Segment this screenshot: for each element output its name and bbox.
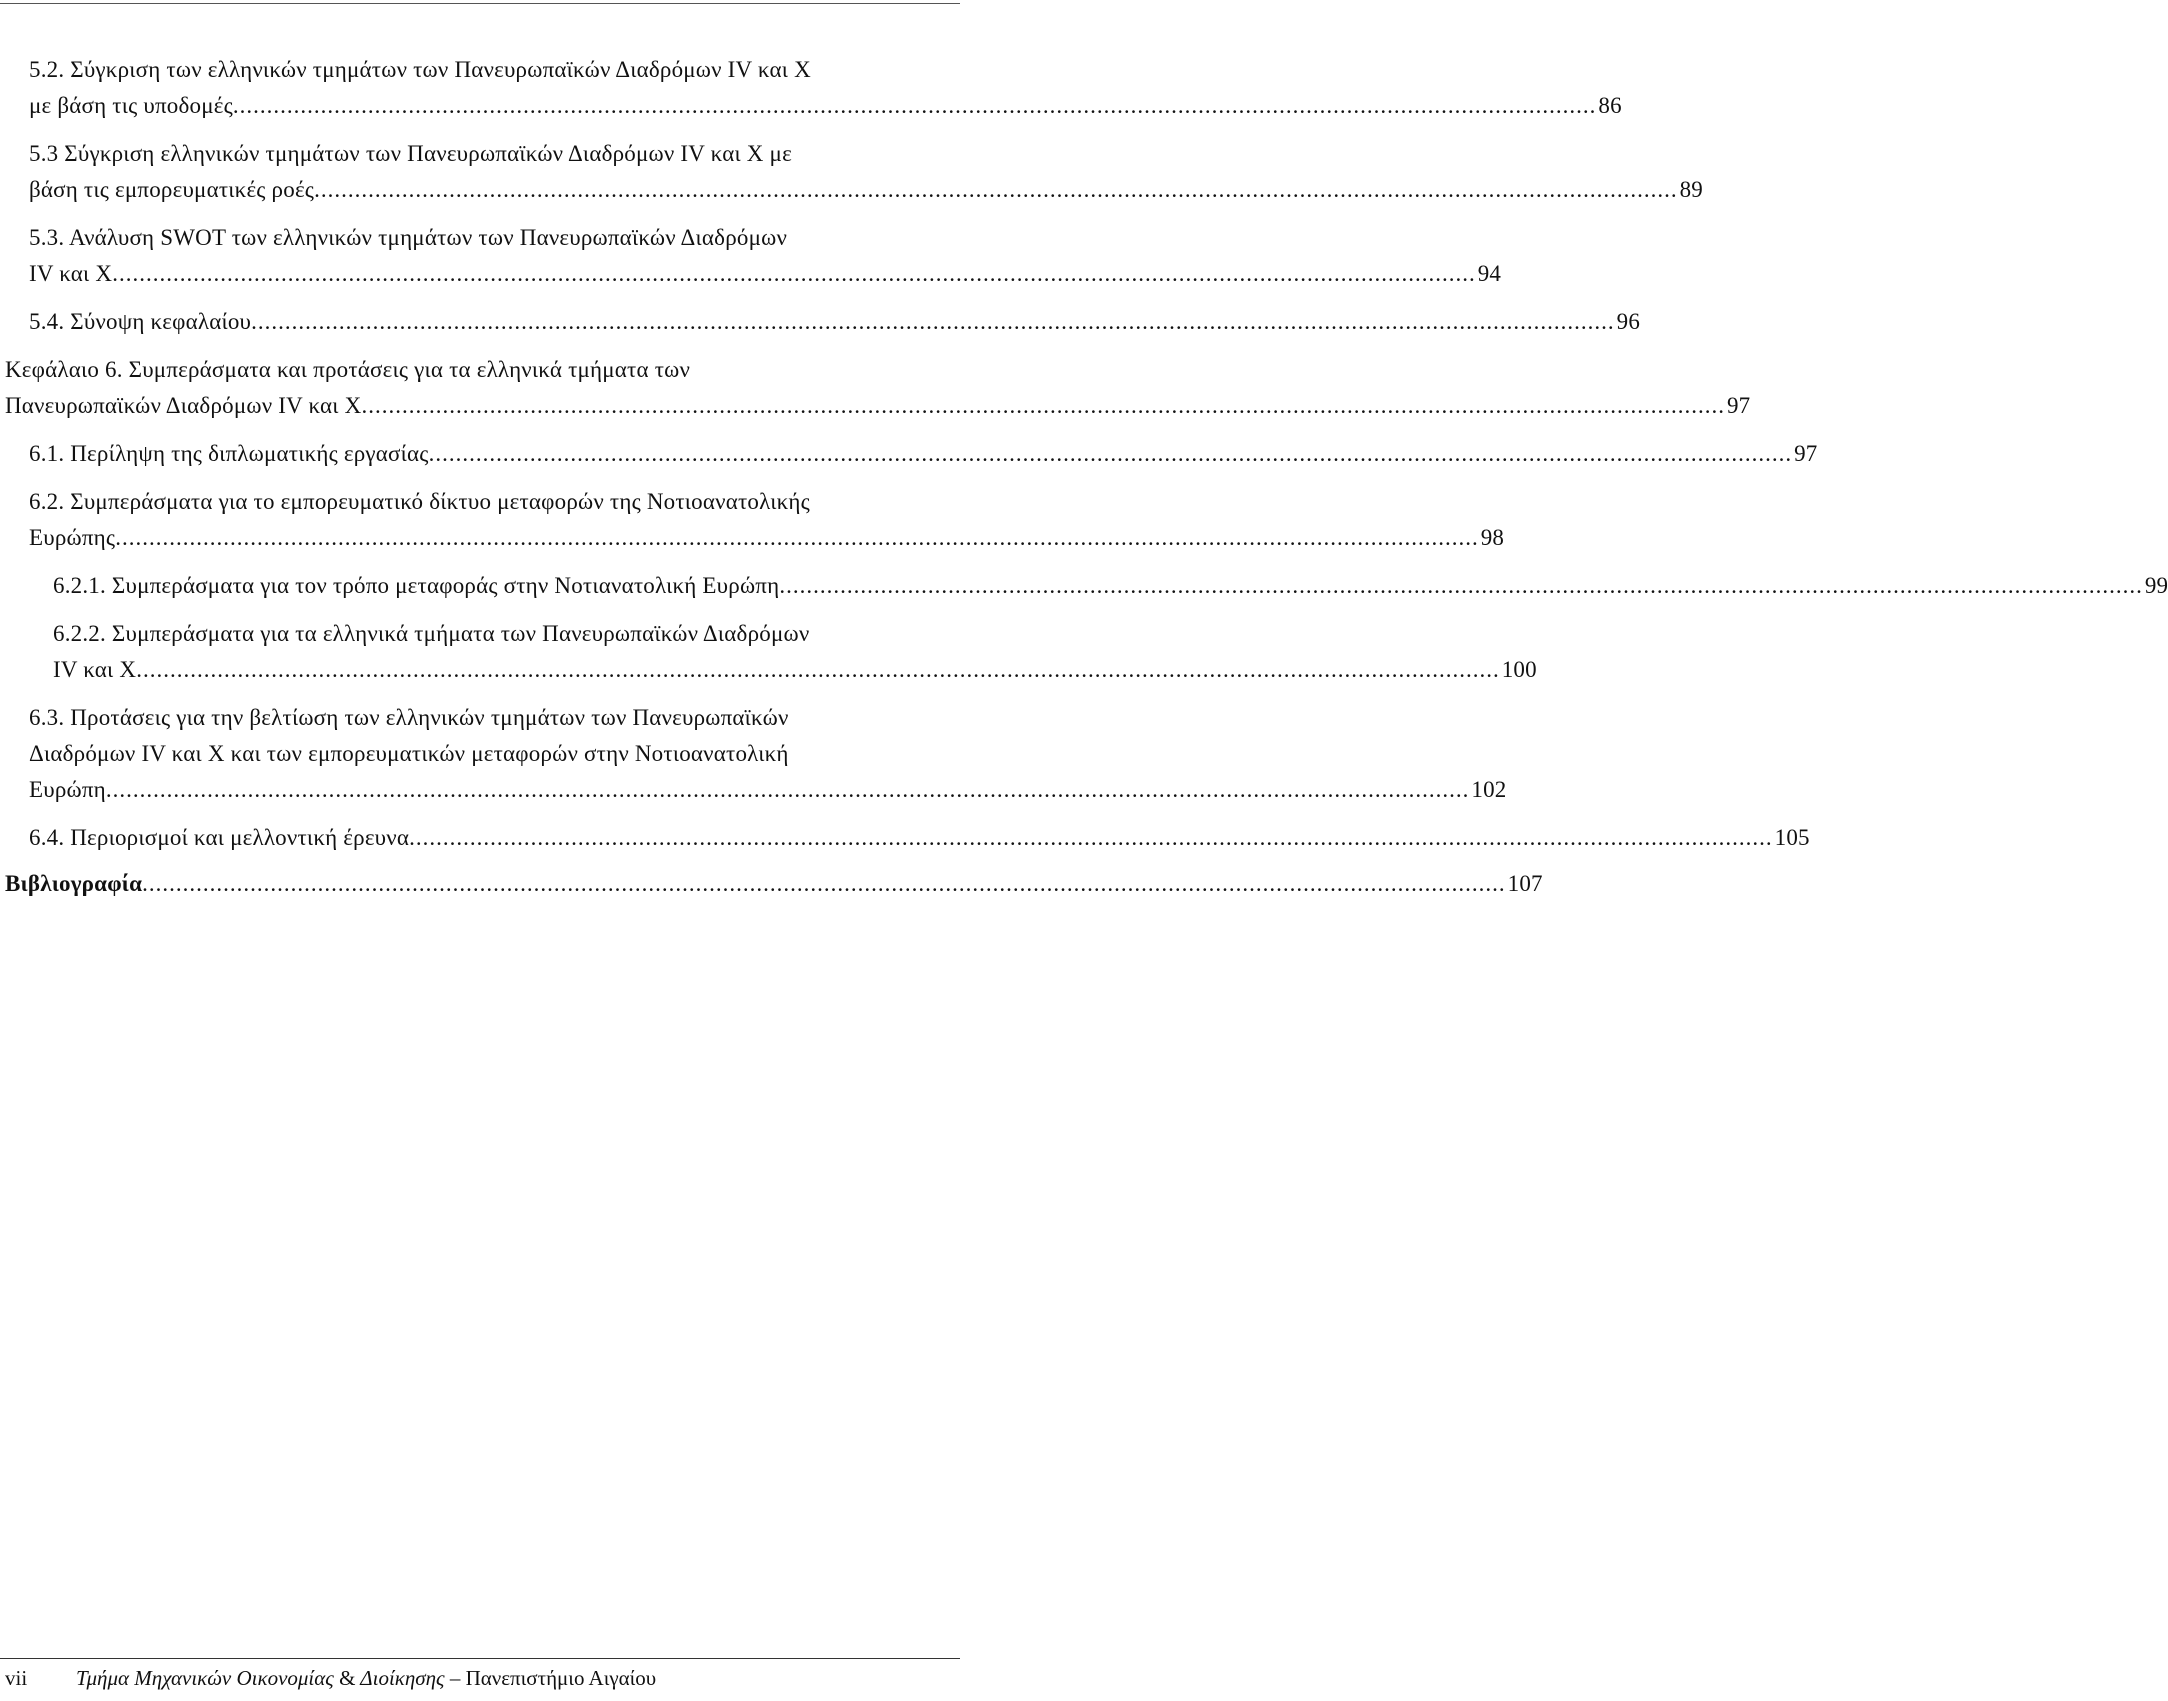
- dot-leader: ..........................................................................................................................................................................................................: [779, 573, 2143, 598]
- separator: –: [449, 1666, 461, 1690]
- toc-entry-6-4[interactable]: [29, 820, 1810, 856]
- toc-page-number: 105: [1774, 825, 1810, 850]
- toc-entry-title-end: Ευρώπη: [29, 777, 106, 802]
- toc-entry-6-1[interactable]: [29, 436, 1818, 472]
- top-rule: [0, 3, 960, 4]
- toc-entry-chapter-6[interactable]: [5, 352, 1751, 424]
- toc-page-number: 102: [1471, 777, 1507, 802]
- institution-line: [76, 1664, 656, 1692]
- toc-entry-title: 5.2. Σύγκριση των ελληνικών τμημάτων των Πανευρωπαϊκών Διαδρόμων IV και X: [29, 57, 811, 82]
- dot-leader: ..........................................................................................................................................................................................................: [361, 393, 1725, 418]
- toc-entry-title: 5.3. Ανάλυση SWOT των ελληνικών τμημάτων των Πανευρωπαϊκών Διαδρόμων: [29, 225, 788, 250]
- toc-entry-title: 6.3. Προτάσεις για την βελτίωση των ελληνικών τμημάτων των Πανευρωπαϊκών: [29, 705, 789, 730]
- ampersand: &: [339, 1666, 356, 1690]
- dot-leader: ..........................................................................................................................................................................................................: [112, 261, 1476, 286]
- toc-page-number: 99: [2144, 573, 2168, 598]
- toc-entry-6-2-1[interactable]: [29, 568, 2168, 604]
- toc-entry-6-3[interactable]: [29, 700, 1507, 808]
- toc-entry-title: 6.4. Περιορισμοί και μελλοντική έρευνα: [29, 825, 410, 850]
- toc-page-number: 96: [1616, 309, 1641, 334]
- toc-entry-title: 6.2.2. Συμπεράσματα για τα ελληνικά τμήματα των Πανευρωπαϊκών Διαδρόμων: [53, 621, 810, 646]
- university-name: Πανεπιστήμιο Αιγαίου: [465, 1666, 657, 1690]
- toc-entry-title: Κεφάλαιο 6. Συμπεράσματα και προτάσεις για τα ελληνικά τμήματα των: [5, 357, 691, 382]
- toc-page-number: 98: [1480, 525, 1505, 550]
- toc-entry-title-end: με βάση τις υποδομές: [29, 93, 233, 118]
- dot-leader: ..........................................................................................................................................................................................................: [136, 657, 1500, 682]
- page-number: vii: [5, 1666, 28, 1690]
- toc-page-number: 86: [1598, 93, 1622, 118]
- toc-entry-5-4[interactable]: [29, 304, 1641, 340]
- table-of-contents: [5, 52, 2168, 902]
- dot-leader: ..........................................................................................................................................................................................................: [409, 825, 1773, 850]
- toc-entry-title-end: Ευρώπης: [29, 525, 116, 550]
- toc-entry-title-end: Πανευρωπαϊκών Διαδρόμων IV και X: [5, 393, 362, 418]
- footer-rule: [0, 1658, 960, 1659]
- toc-page-number: 97: [1794, 441, 1818, 466]
- department-name: Τμήμα Μηχανικών Οικονομίας: [76, 1666, 334, 1690]
- dot-leader: ..........................................................................................................................................................................................................: [251, 309, 1615, 334]
- toc-entry-title-end: βάση τις εμπορευματικές ροές: [29, 177, 315, 202]
- toc-page-number: 97: [1726, 393, 1751, 418]
- toc-entry-6-2-2[interactable]: [29, 616, 1537, 688]
- toc-entry-title: 6.1. Περίληψη της διπλωματικής εργασίας: [29, 441, 429, 466]
- toc-entry-title-end: IV και X: [53, 657, 137, 682]
- toc-entry-title: 5.4. Σύνοψη κεφαλαίου: [29, 309, 252, 334]
- dot-leader: ..........................................................................................................................................................................................................: [428, 441, 1793, 466]
- toc-entry-bibliography[interactable]: [5, 866, 1543, 902]
- toc-entry-title: 6.2.1. Συμπεράσματα για τον τρόπο μεταφοράς στην Νοτιανατολική Ευρώπη: [53, 573, 780, 598]
- dot-leader: ..........................................................................................................................................................................................................: [105, 777, 1470, 802]
- toc-entry-title: 5.3 Σύγκριση ελληνικών τμημάτων των Πανευρωπαϊκών Διαδρόμων IV και X με: [29, 141, 792, 166]
- dot-leader: ..........................................................................................................................................................................................................: [232, 93, 1597, 118]
- toc-page-number: 89: [1679, 177, 1704, 202]
- dot-leader: ..........................................................................................................................................................................................................: [115, 525, 1479, 550]
- toc-entry-5-2[interactable]: [29, 52, 1622, 124]
- toc-entry-5-3-swot[interactable]: [29, 220, 1502, 292]
- dot-leader: ..........................................................................................................................................................................................................: [314, 177, 1678, 202]
- toc-page-number: 94: [1477, 261, 1502, 286]
- toc-entry-5-3[interactable]: [29, 136, 1704, 208]
- toc-entry-6-2[interactable]: [29, 484, 1505, 556]
- toc-entry-title: 6.2. Συμπεράσματα για το εμπορευματικό δίκτυο μεταφορών της Νοτιοανατολικής: [29, 489, 810, 514]
- department-name-2: Διοίκησης: [360, 1666, 445, 1690]
- dot-leader: ..........................................................................................................................................................................................................: [142, 871, 1506, 896]
- toc-entry-title-cont: Διαδρόμων IV και X και των εμπορευματικών μεταφορών στην Νοτιοανατολική: [29, 741, 789, 766]
- toc-entry-title-end: IV και X: [29, 261, 113, 286]
- toc-page-number: 107: [1507, 871, 1543, 896]
- toc-entry-title: Βιβλιογραφία: [5, 871, 143, 896]
- toc-page-number: 100: [1501, 657, 1537, 682]
